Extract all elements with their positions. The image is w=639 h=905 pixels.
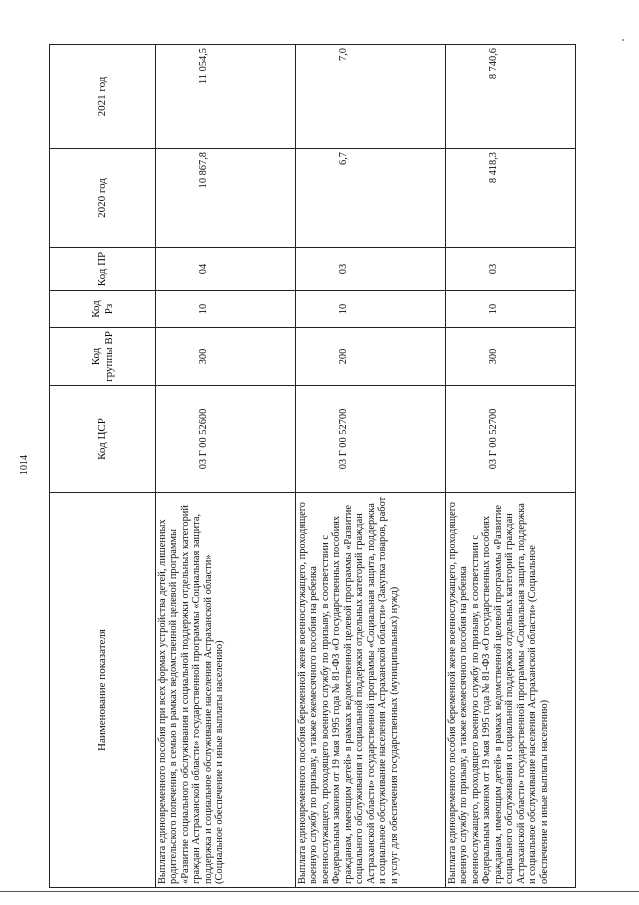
- header-rz: Код Рз: [50, 291, 156, 328]
- row-2021: 8 740,6: [446, 45, 576, 149]
- bottom-rule-divider: [0, 891, 639, 892]
- row-pr: 04: [156, 248, 296, 291]
- row-2020: 6,7: [296, 149, 446, 248]
- table-row: [296, 45, 446, 888]
- header-csr: Код ЦСР: [50, 386, 156, 493]
- row-csr: 03 Г 00 52600: [156, 386, 296, 493]
- row-csr: 03 Г 00 52700: [446, 386, 576, 493]
- row-pr: 03: [296, 248, 446, 291]
- row-name: Выплата единовременного пособия беременной жене военнослужащего, проходящего военную службу по призыву, а также ежемесячного пособия на ребенка военнослужащего, проходящего военную службу по призыву, в соответствии с Федеральным законом от 19 мая 1995 года № 81-ФЗ «О государственных пособиях гражданам, имеющим детей» в рамках ведомственной целевой программы «Развитие социального обслуживания и социальной поддержки отдельных категорий граждан Астраханской области» государственной программы «Социальная защита, поддержка и социальное обслуживание населения Астраханской области» (Закупка товаров, работ и услуг для обеспечения государственных (муниципальных) нужд): [296, 493, 446, 888]
- row-name: Выплата единовременного пособия беременной жене военнослужащего, проходящего военную службу по призыву, а также ежемесячного пособия на ребенка военнослужащего, проходящего военную службу по призыву, в соответствии с Федеральным законом от 19 мая 1995 года № 81-ФЗ «О государственных пособиях гражданам, имеющим детей» в рамках ведомственной целевой программы «Развитие социального обслуживания и социальной поддержки отдельных категорий граждан Астраханской области» государственной программы «Социальная защита, поддержка и социальное обслуживание населения Астраханской области» (Социальное обеспечение и иные выплаты населению): [446, 493, 576, 888]
- table-row: [156, 45, 296, 888]
- page-number: 1014: [19, 455, 30, 475]
- row-rz: 10: [296, 291, 446, 328]
- row-vr: 300: [156, 328, 296, 386]
- row-pr: 03: [446, 248, 576, 291]
- table-header-row: [50, 45, 156, 888]
- table-row: [446, 45, 576, 888]
- header-pr: Код ПР: [50, 248, 156, 291]
- header-2021: 2021 год: [50, 45, 156, 149]
- row-vr: 300: [446, 328, 576, 386]
- scan-speck: [622, 39, 624, 41]
- row-name: Выплата единовременного пособия при всех формах устройства детей, лишенных родительского попечения, в семью в рамках ведомственной целевой программы «Развитие социального обслуживания и социальной поддержки отдельных категорий граждан Астраханской области» государственной программы «Социальная защита, поддержка и социальное обслуживание населения Астраханской области» (Социальное обеспечение и иные выплаты населению): [156, 493, 296, 888]
- header-vr: Код группы ВР: [50, 328, 156, 386]
- row-vr: 200: [296, 328, 446, 386]
- row-2020: 8 418,3: [446, 149, 576, 248]
- budget-table-container: [49, 45, 575, 888]
- row-2020: 10 867,8: [156, 149, 296, 248]
- row-2021: 7,0: [296, 45, 446, 149]
- row-rz: 10: [446, 291, 576, 328]
- header-2020: 2020 год: [50, 149, 156, 248]
- budget-table: [49, 44, 576, 888]
- row-csr: 03 Г 00 52700: [296, 386, 446, 493]
- row-2021: 11 054,5: [156, 45, 296, 149]
- header-name: Наименование показателя: [50, 493, 156, 888]
- row-rz: 10: [156, 291, 296, 328]
